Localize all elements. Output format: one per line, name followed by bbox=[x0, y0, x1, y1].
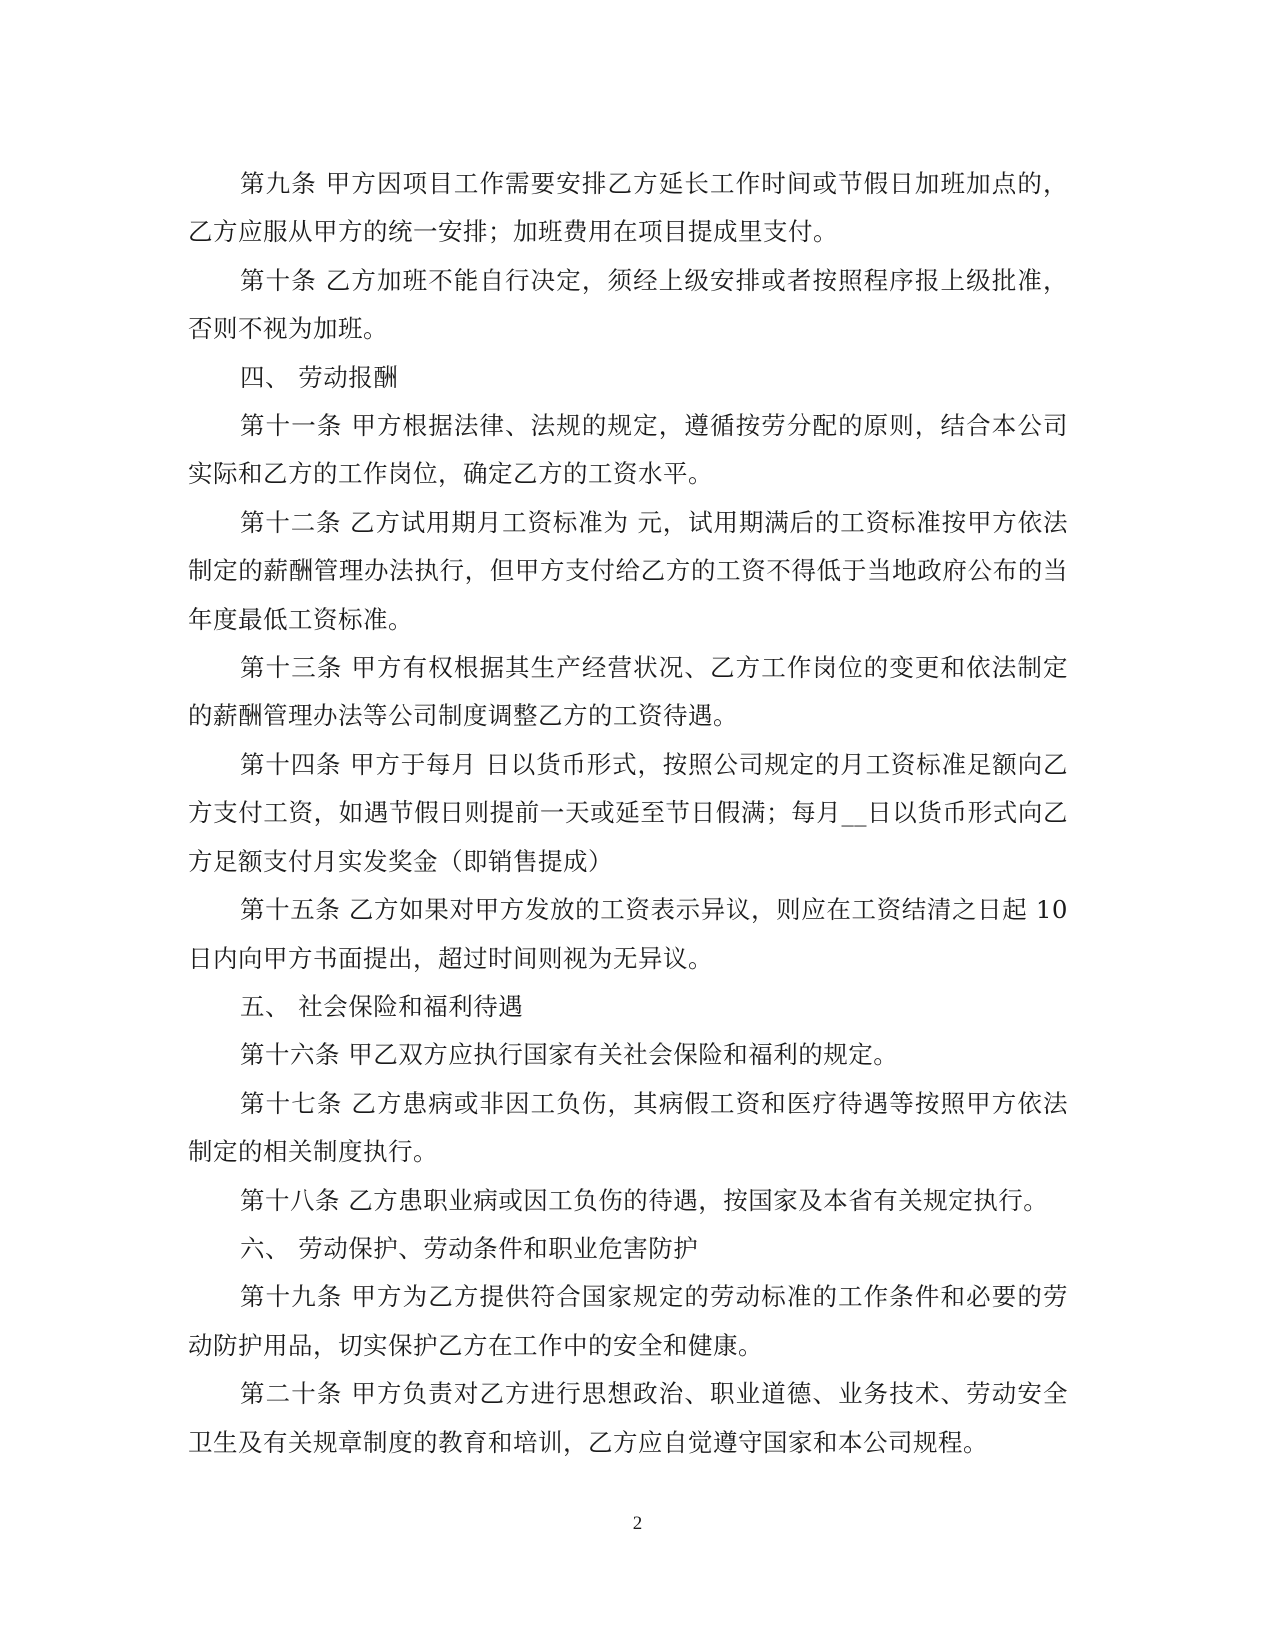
document-body bbox=[188, 160, 1068, 1467]
article-17: 第十七条 乙方患病或非因工负伤，其病假工资和医疗待遇等按照甲方依法制定的相关制度执行。 bbox=[188, 1088, 1068, 1167]
article-15: 第十五条 乙方如果对甲方发放的工资表示异议，则应在工资结清之日起 10 日内向甲方书面提出，超过时间则视为无异议。 bbox=[188, 895, 1068, 973]
article-11: 第十一条 甲方根据法律、法规的规定，遵循按劳分配的原则，结合本公司实际和乙方的工作岗位，确定乙方的工资水平。 bbox=[188, 411, 1068, 489]
article-9: 第九条 甲方因项目工作需要安排乙方延长工作时间或节假日加班加点的，乙方应服从甲方的统一安排；加班费用在项目提成里支付。 bbox=[188, 169, 1068, 247]
article-14: 第十四条 甲方于每月 日以货币形式，按照公司规定的月工资标准足额向乙方支付工资，如遇节假日则提前一天或延至节日假满；每月__日以货币形式向乙方足额支付月实发奖金（即销售提成） bbox=[188, 749, 1068, 876]
article-20: 第二十条 甲方负责对乙方进行思想政治、职业道德、业务技术、劳动安全卫生及有关规章制度的教育和培训，乙方应自觉遵守国家和本公司规程。 bbox=[188, 1379, 1068, 1457]
article-10: 第十条 乙方加班不能自行决定，须经上级安排或者按照程序报上级批准，否则不视为加班。 bbox=[188, 265, 1068, 344]
article-19: 第十九条 甲方为乙方提供符合国家规定的劳动标准的工作条件和必要的劳动防护用品，切实保护乙方在工作中的安全和健康。 bbox=[188, 1282, 1068, 1360]
article-18: 第十八条 乙方患职业病或因工负伤的待遇，按国家及本省有关规定执行。 bbox=[240, 1185, 1049, 1215]
section-heading-social-insurance: 五、 社会保险和福利待遇 bbox=[240, 991, 524, 1021]
article-16: 第十六条 甲乙双方应执行国家有关社会保险和福利的规定。 bbox=[240, 1040, 899, 1070]
section-heading-labor-protection: 六、 劳动保护、劳动条件和职业危害防护 bbox=[240, 1233, 699, 1263]
page-number: 2 bbox=[632, 1513, 643, 1534]
article-12: 第十二条 乙方试用期月工资标准为 元，试用期满后的工资标准按甲方依法制定的薪酬管理办法执行，但甲方支付给乙方的工资不得低于当地政府公布的当年度最低工资标准。 bbox=[188, 507, 1068, 634]
article-13: 第十三条 甲方有权根据其生产经营状况、乙方工作岗位的变更和依法制定的薪酬管理办法等公司制度调整乙方的工资待遇。 bbox=[188, 653, 1068, 731]
section-heading-labor-remuneration: 四、 劳动报酬 bbox=[240, 362, 399, 392]
